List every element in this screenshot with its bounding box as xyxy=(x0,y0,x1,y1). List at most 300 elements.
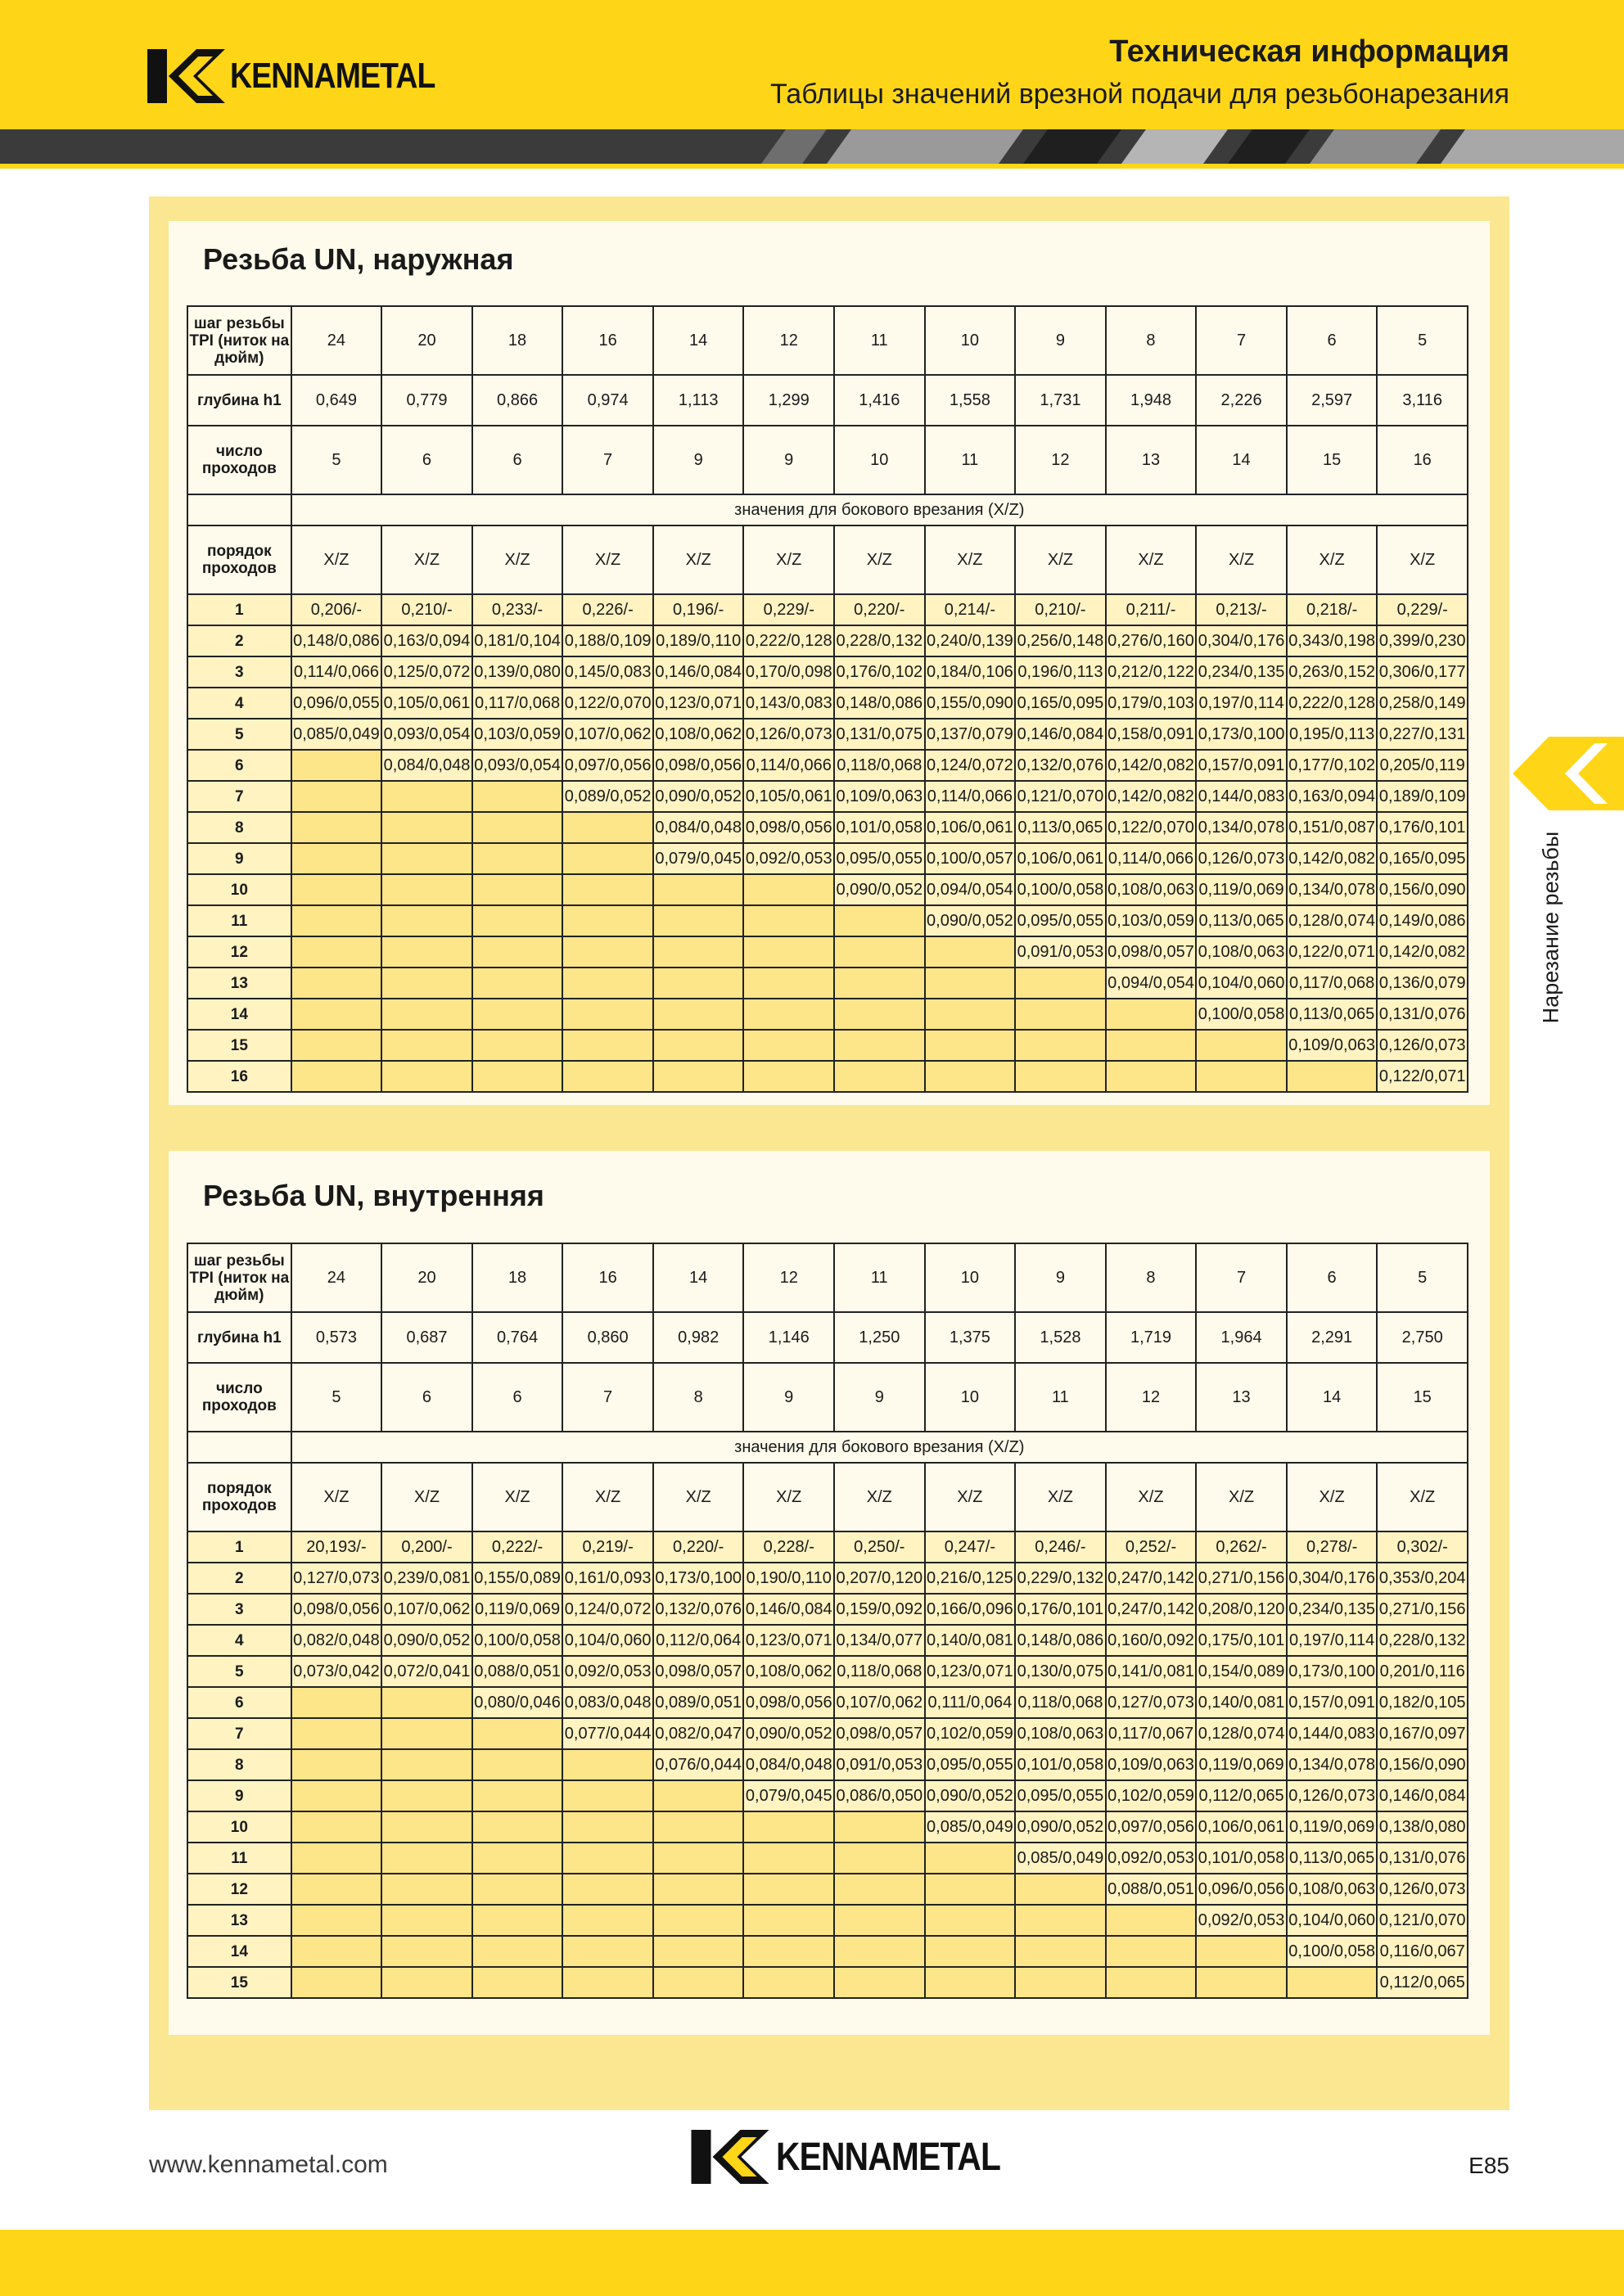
pass-row xyxy=(187,905,1468,936)
empty-cell xyxy=(472,936,563,968)
empty-cell xyxy=(472,874,563,905)
empty-cell xyxy=(381,1843,472,1874)
empty-cell xyxy=(653,1936,744,1967)
passes-row-cell: 7 xyxy=(562,426,653,494)
empty-cell xyxy=(562,936,653,968)
xz-cell: 0,126/0,073 xyxy=(1377,1874,1468,1905)
tpi-row-cell: 12 xyxy=(743,1243,834,1312)
empty-cell xyxy=(1106,1030,1197,1061)
empty-cell xyxy=(834,1030,925,1061)
xz-cell: 0,140/0,081 xyxy=(925,1625,1016,1656)
xz-cell: 0,122/0,071 xyxy=(1377,1061,1468,1092)
page-number: E85 xyxy=(1468,2153,1509,2178)
tpi-row xyxy=(187,306,1468,375)
empty-cell xyxy=(743,1061,834,1092)
xz-cell: 0,173/0,100 xyxy=(1287,1656,1378,1687)
empty-cell xyxy=(381,1687,472,1718)
pass-number: 13 xyxy=(187,968,291,999)
depth-row-cell: 1,146 xyxy=(743,1312,834,1363)
xz-cell: 0,096/0,056 xyxy=(1196,1874,1287,1905)
empty-cell xyxy=(381,968,472,999)
pass-number: 14 xyxy=(187,999,291,1030)
xz-cell: 0,088/0,051 xyxy=(472,1656,563,1687)
empty-cell xyxy=(291,1843,382,1874)
empty-cell xyxy=(1015,1030,1106,1061)
xz-cell: 0,100/0,058 xyxy=(472,1625,563,1656)
xz-cell: 0,090/0,052 xyxy=(925,1780,1016,1811)
xz-cell: 0,108/0,063 xyxy=(1106,874,1197,905)
tpi-row-cell: 7 xyxy=(1196,1243,1287,1312)
empty-cell xyxy=(743,1843,834,1874)
xz-cell: 0,146/0,084 xyxy=(1377,1780,1468,1811)
empty-cell xyxy=(381,936,472,968)
xz-cell: 0,104/0,060 xyxy=(1287,1905,1378,1936)
order-row-cell: X/Z xyxy=(1196,1463,1287,1531)
empty-cell xyxy=(653,1030,744,1061)
xz-cell: 0,206/- xyxy=(291,594,382,625)
pass-row xyxy=(187,1718,1468,1749)
empty-cell xyxy=(472,1905,563,1936)
xz-cell: 0,262/- xyxy=(1196,1531,1287,1563)
xz-cell: 0,137/0,079 xyxy=(925,719,1016,750)
empty-cell xyxy=(291,812,382,843)
pass-row xyxy=(187,625,1468,656)
xz-cell: 0,079/0,045 xyxy=(743,1780,834,1811)
empty-cell xyxy=(834,1905,925,1936)
xz-cell: 0,302/- xyxy=(1377,1531,1468,1563)
decorative-stripe-band xyxy=(0,129,1624,164)
xz-cell: 0,116/0,067 xyxy=(1377,1936,1468,1967)
empty-cell xyxy=(291,1967,382,1998)
empty-cell xyxy=(925,1905,1016,1936)
tpi-row-cell: 18 xyxy=(472,1243,563,1312)
xz-cell: 0,117/0,068 xyxy=(1287,968,1378,999)
pass-row xyxy=(187,719,1468,750)
empty-cell xyxy=(1106,1061,1197,1092)
xz-cell: 0,090/0,052 xyxy=(653,781,744,812)
empty-cell xyxy=(562,1874,653,1905)
xz-cell: 0,101/0,058 xyxy=(1196,1843,1287,1874)
tpi-row-cell: 12 xyxy=(743,306,834,375)
xz-cell: 0,146/0,084 xyxy=(743,1594,834,1625)
empty-cell xyxy=(472,1967,563,1998)
xz-cell: 0,108/0,062 xyxy=(743,1656,834,1687)
order-row-label: порядок проходов xyxy=(187,1463,291,1531)
xz-cell: 0,098/0,057 xyxy=(834,1718,925,1749)
xz-cell: 0,123/0,071 xyxy=(743,1625,834,1656)
xz-cell: 0,247/0,142 xyxy=(1106,1594,1197,1625)
pass-row xyxy=(187,1843,1468,1874)
pass-number: 6 xyxy=(187,1687,291,1718)
empty-cell xyxy=(834,1843,925,1874)
pass-row xyxy=(187,1625,1468,1656)
kennametal-logo[interactable] xyxy=(147,49,471,103)
xz-cell: 0,201/0,116 xyxy=(1377,1656,1468,1687)
xz-cell: 0,304/0,176 xyxy=(1196,625,1287,656)
empty-cell xyxy=(291,1718,382,1749)
xz-cell: 0,100/0,058 xyxy=(1196,999,1287,1030)
passes-row-cell: 15 xyxy=(1287,426,1378,494)
pass-row xyxy=(187,999,1468,1030)
tpi-row-cell: 6 xyxy=(1287,306,1378,375)
xz-cell: 0,096/0,055 xyxy=(291,688,382,719)
pass-row xyxy=(187,1749,1468,1780)
xz-cell: 0,121/0,070 xyxy=(1377,1905,1468,1936)
pass-number: 12 xyxy=(187,936,291,968)
empty-cell xyxy=(1015,1936,1106,1967)
xz-cell: 0,145/0,083 xyxy=(562,656,653,688)
xz-cell: 0,119/0,069 xyxy=(1287,1811,1378,1843)
xz-cell: 0,090/0,052 xyxy=(1015,1811,1106,1843)
empty-cell xyxy=(291,1687,382,1718)
xz-cell: 0,222/- xyxy=(472,1531,563,1563)
xz-cell: 0,247/- xyxy=(925,1531,1016,1563)
xz-cell: 0,247/0,142 xyxy=(1106,1563,1197,1594)
xz-cell: 0,210/- xyxy=(381,594,472,625)
empty-cell xyxy=(834,1936,925,1967)
xz-cell: 0,146/0,084 xyxy=(1015,719,1106,750)
xz-cell: 0,134/0,077 xyxy=(834,1625,925,1656)
pass-number: 7 xyxy=(187,781,291,812)
xz-cell: 0,077/0,044 xyxy=(562,1718,653,1749)
xz-cell: 0,082/0,047 xyxy=(653,1718,744,1749)
empty-cell xyxy=(562,874,653,905)
order-row-cell: X/Z xyxy=(562,526,653,594)
empty-cell xyxy=(743,1030,834,1061)
passes-row-cell: 14 xyxy=(1196,426,1287,494)
pass-row xyxy=(187,1061,1468,1092)
empty-cell xyxy=(653,999,744,1030)
pass-number: 3 xyxy=(187,1594,291,1625)
xz-cell: 0,155/0,089 xyxy=(472,1563,563,1594)
pass-number: 15 xyxy=(187,1030,291,1061)
xz-cell: 0,113/0,065 xyxy=(1015,812,1106,843)
empty-cell xyxy=(834,1874,925,1905)
empty-cell xyxy=(472,1811,563,1843)
passes-row-label: число проходов xyxy=(187,426,291,494)
xz-cell: 0,112/0,065 xyxy=(1377,1967,1468,1998)
passes-row-cell: 12 xyxy=(1015,426,1106,494)
xz-cell: 0,222/0,128 xyxy=(743,625,834,656)
xz-cell: 0,122/0,070 xyxy=(562,688,653,719)
xz-cell: 0,124/0,072 xyxy=(562,1594,653,1625)
xz-cell: 0,182/0,105 xyxy=(1377,1687,1468,1718)
empty-cell xyxy=(472,968,563,999)
empty-cell xyxy=(653,936,744,968)
infeed-band-label: значения для бокового врезания (X/Z) xyxy=(291,494,1468,526)
empty-cell xyxy=(562,999,653,1030)
xz-cell: 0,304/0,176 xyxy=(1287,1563,1378,1594)
xz-cell: 0,177/0,102 xyxy=(1287,750,1378,781)
xz-cell: 0,126/0,073 xyxy=(1196,843,1287,874)
xz-cell: 0,189/0,109 xyxy=(1377,781,1468,812)
depth-row-cell: 1,375 xyxy=(925,1312,1016,1363)
order-row-cell: X/Z xyxy=(472,526,563,594)
empty-cell xyxy=(1106,1905,1197,1936)
side-tab-label[interactable]: Нарезание резьбы xyxy=(1538,831,1563,1024)
xz-cell: 0,205/0,119 xyxy=(1377,750,1468,781)
empty-cell xyxy=(1106,1967,1197,1998)
empty-cell xyxy=(381,781,472,812)
xz-cell: 0,144/0,083 xyxy=(1196,781,1287,812)
xz-cell: 0,085/0,049 xyxy=(291,719,382,750)
empty-cell xyxy=(291,1061,382,1092)
passes-row xyxy=(187,426,1468,494)
order-row-cell: X/Z xyxy=(925,1463,1016,1531)
xz-cell: 0,229/- xyxy=(743,594,834,625)
xz-cell: 0,090/0,052 xyxy=(925,905,1016,936)
xz-cell: 0,163/0,094 xyxy=(1287,781,1378,812)
xz-cell: 0,138/0,080 xyxy=(1377,1811,1468,1843)
depth-row-cell: 2,226 xyxy=(1196,375,1287,426)
xz-cell: 0,210/- xyxy=(1015,594,1106,625)
passes-row-cell: 8 xyxy=(653,1363,744,1432)
empty-cell xyxy=(472,812,563,843)
order-row-cell: X/Z xyxy=(1106,1463,1197,1531)
depth-row-cell: 0,649 xyxy=(291,375,382,426)
depth-row-cell: 0,779 xyxy=(381,375,472,426)
passes-row-cell: 13 xyxy=(1196,1363,1287,1432)
xz-cell: 0,155/0,090 xyxy=(925,688,1016,719)
empty-cell xyxy=(562,968,653,999)
xz-cell: 0,100/0,058 xyxy=(1015,874,1106,905)
empty-cell xyxy=(472,781,563,812)
xz-cell: 0,097/0,056 xyxy=(1106,1811,1197,1843)
passes-row-cell: 9 xyxy=(834,1363,925,1432)
pass-number: 4 xyxy=(187,688,291,719)
xz-cell: 0,126/0,073 xyxy=(743,719,834,750)
xz-cell: 0,090/0,052 xyxy=(834,874,925,905)
xz-cell: 0,082/0,048 xyxy=(291,1625,382,1656)
empty-cell xyxy=(291,843,382,874)
empty-cell xyxy=(472,1718,563,1749)
xz-cell: 0,108/0,063 xyxy=(1015,1718,1106,1749)
empty-cell xyxy=(472,1936,563,1967)
pass-row xyxy=(187,1563,1468,1594)
page-title: Техническая информация xyxy=(1109,34,1509,69)
xz-cell: 0,213/- xyxy=(1196,594,1287,625)
tpi-row-cell: 7 xyxy=(1196,306,1287,375)
empty-cell xyxy=(381,1811,472,1843)
xz-cell: 0,218/- xyxy=(1287,594,1378,625)
xz-cell: 0,154/0,089 xyxy=(1196,1656,1287,1687)
header-bar xyxy=(0,0,1624,129)
empty-cell xyxy=(291,999,382,1030)
order-row-cell: X/Z xyxy=(1196,526,1287,594)
xz-cell: 0,108/0,063 xyxy=(1287,1874,1378,1905)
tpi-row-label: шаг резьбы TPI (ниток на дюйм) xyxy=(187,1243,291,1312)
xz-cell: 0,165/0,095 xyxy=(1015,688,1106,719)
depth-row-cell: 3,116 xyxy=(1377,375,1468,426)
xz-cell: 0,196/- xyxy=(653,594,744,625)
xz-cell: 0,151/0,087 xyxy=(1287,812,1378,843)
pass-number: 3 xyxy=(187,656,291,688)
order-row-cell: X/Z xyxy=(1287,526,1378,594)
xz-cell: 0,134/0,078 xyxy=(1287,1749,1378,1780)
xz-cell: 0,229/- xyxy=(1377,594,1468,625)
depth-row xyxy=(187,375,1468,426)
xz-cell: 0,095/0,055 xyxy=(834,843,925,874)
xz-cell: 0,094/0,054 xyxy=(925,874,1016,905)
pass-number: 2 xyxy=(187,1563,291,1594)
tpi-row-cell: 24 xyxy=(291,1243,382,1312)
empty-cell xyxy=(1196,1967,1287,1998)
empty-cell xyxy=(562,905,653,936)
pass-number: 9 xyxy=(187,1780,291,1811)
depth-row-cell: 1,416 xyxy=(834,375,925,426)
xz-cell: 0,157/0,091 xyxy=(1287,1687,1378,1718)
empty-cell xyxy=(925,1874,1016,1905)
kennametal-k-icon xyxy=(147,49,225,103)
tpi-row-cell: 11 xyxy=(834,306,925,375)
xz-cell: 0,113/0,065 xyxy=(1287,999,1378,1030)
xz-cell: 0,079/0,045 xyxy=(653,843,744,874)
pass-number: 15 xyxy=(187,1967,291,1998)
empty-cell xyxy=(743,1936,834,1967)
depth-row-cell: 0,764 xyxy=(472,1312,563,1363)
xz-cell: 0,136/0,079 xyxy=(1377,968,1468,999)
xz-cell: 0,167/0,097 xyxy=(1377,1718,1468,1749)
empty-cell xyxy=(562,812,653,843)
depth-row-cell: 1,719 xyxy=(1106,1312,1197,1363)
xz-cell: 0,190/0,110 xyxy=(743,1563,834,1594)
empty-cell xyxy=(653,968,744,999)
depth-row-cell: 1,299 xyxy=(743,375,834,426)
xz-cell: 0,196/0,113 xyxy=(1015,656,1106,688)
empty-cell xyxy=(562,1936,653,1967)
xz-cell: 0,109/0,063 xyxy=(1287,1030,1378,1061)
empty-cell xyxy=(743,1905,834,1936)
pass-number: 16 xyxy=(187,1061,291,1092)
footer-url-link[interactable]: www.kennametal.com xyxy=(149,2151,388,2178)
pass-row xyxy=(187,1936,1468,1967)
xz-cell: 0,118/0,068 xyxy=(834,750,925,781)
empty-cell xyxy=(472,1749,563,1780)
empty-cell xyxy=(562,1811,653,1843)
tpi-row-cell: 5 xyxy=(1377,1243,1468,1312)
order-row-cell: X/Z xyxy=(381,526,472,594)
xz-cell: 0,090/0,052 xyxy=(381,1625,472,1656)
xz-cell: 0,208/0,120 xyxy=(1196,1594,1287,1625)
xz-cell: 0,263/0,152 xyxy=(1287,656,1378,688)
pass-row xyxy=(187,781,1468,812)
xz-cell: 0,233/- xyxy=(472,594,563,625)
pass-row xyxy=(187,1811,1468,1843)
empty-cell xyxy=(653,874,744,905)
xz-cell: 0,104/0,060 xyxy=(1196,968,1287,999)
xz-cell: 0,276/0,160 xyxy=(1106,625,1197,656)
empty-cell xyxy=(562,1030,653,1061)
pass-row xyxy=(187,1874,1468,1905)
xz-cell: 0,163/0,094 xyxy=(381,625,472,656)
xz-cell: 0,131/0,076 xyxy=(1377,1843,1468,1874)
pass-number: 6 xyxy=(187,750,291,781)
pass-row xyxy=(187,1905,1468,1936)
depth-row-cell: 1,250 xyxy=(834,1312,925,1363)
xz-cell: 0,095/0,055 xyxy=(1015,905,1106,936)
passes-row-cell: 5 xyxy=(291,426,382,494)
empty-cell xyxy=(381,1874,472,1905)
empty-cell xyxy=(472,1061,563,1092)
xz-cell: 0,228/0,132 xyxy=(1377,1625,1468,1656)
xz-cell: 0,084/0,048 xyxy=(381,750,472,781)
xz-cell: 0,098/0,056 xyxy=(743,1687,834,1718)
xz-cell: 0,229/0,132 xyxy=(1015,1563,1106,1594)
xz-cell: 0,108/0,062 xyxy=(653,719,744,750)
empty-cell xyxy=(834,1811,925,1843)
empty-cell xyxy=(653,1061,744,1092)
xz-cell: 0,114/0,066 xyxy=(1106,843,1197,874)
xz-cell: 0,142/0,082 xyxy=(1377,936,1468,968)
xz-cell: 0,175/0,101 xyxy=(1196,1625,1287,1656)
xz-cell: 0,197/0,114 xyxy=(1196,688,1287,719)
tpi-row-cell: 10 xyxy=(925,1243,1016,1312)
passes-row-cell: 12 xyxy=(1106,1363,1197,1432)
pass-row xyxy=(187,1967,1468,1998)
xz-cell: 0,088/0,051 xyxy=(1106,1874,1197,1905)
tpi-row-label: шаг резьбы TPI (ниток на дюйм) xyxy=(187,306,291,375)
pass-number: 8 xyxy=(187,1749,291,1780)
xz-cell: 0,093/0,054 xyxy=(381,719,472,750)
xz-cell: 0,106/0,061 xyxy=(925,812,1016,843)
empty-cell xyxy=(834,999,925,1030)
empty-cell xyxy=(381,999,472,1030)
empty-cell xyxy=(834,1061,925,1092)
xz-cell: 0,250/- xyxy=(834,1531,925,1563)
depth-row xyxy=(187,1312,1468,1363)
xz-cell: 0,123/0,071 xyxy=(925,1656,1016,1687)
passes-row-cell: 11 xyxy=(925,426,1016,494)
brand-wordmark: KENNAMETAL xyxy=(776,2135,1001,2179)
xz-cell: 0,073/0,042 xyxy=(291,1656,382,1687)
empty-cell xyxy=(472,1780,563,1811)
footer-kennametal-logo[interactable] xyxy=(689,2130,1040,2184)
xz-cell: 0,101/0,058 xyxy=(834,812,925,843)
xz-cell: 0,176/0,102 xyxy=(834,656,925,688)
pass-row xyxy=(187,750,1468,781)
xz-cell: 0,084/0,048 xyxy=(743,1749,834,1780)
xz-cell: 0,139/0,080 xyxy=(472,656,563,688)
xz-cell: 0,114/0,066 xyxy=(925,781,1016,812)
empty-cell xyxy=(653,1967,744,1998)
pass-number: 4 xyxy=(187,1625,291,1656)
xz-cell: 0,176/0,101 xyxy=(1377,812,1468,843)
tpi-row-cell: 16 xyxy=(562,306,653,375)
empty-cell xyxy=(743,936,834,968)
xz-cell: 0,207/0,120 xyxy=(834,1563,925,1594)
xz-cell: 0,234/0,135 xyxy=(1196,656,1287,688)
empty-cell xyxy=(834,1967,925,1998)
empty-cell xyxy=(291,1749,382,1780)
xz-cell: 0,142/0,082 xyxy=(1106,781,1197,812)
empty-cell xyxy=(834,905,925,936)
empty-cell xyxy=(925,1030,1016,1061)
xz-cell: 0,148/0,086 xyxy=(1015,1625,1106,1656)
xz-cell: 0,130/0,075 xyxy=(1015,1656,1106,1687)
xz-cell: 0,100/0,058 xyxy=(1287,1936,1378,1967)
pass-row xyxy=(187,1030,1468,1061)
xz-cell: 0,166/0,096 xyxy=(925,1594,1016,1625)
empty-cell xyxy=(381,1061,472,1092)
xz-cell: 0,227/0,131 xyxy=(1377,719,1468,750)
xz-cell: 0,216/0,125 xyxy=(925,1563,1016,1594)
empty-cell xyxy=(472,905,563,936)
empty-cell xyxy=(1015,968,1106,999)
xz-cell: 0,157/0,091 xyxy=(1196,750,1287,781)
xz-cell: 0,140/0,081 xyxy=(1196,1687,1287,1718)
tpi-row xyxy=(187,1243,1468,1312)
xz-cell: 0,161/0,093 xyxy=(562,1563,653,1594)
